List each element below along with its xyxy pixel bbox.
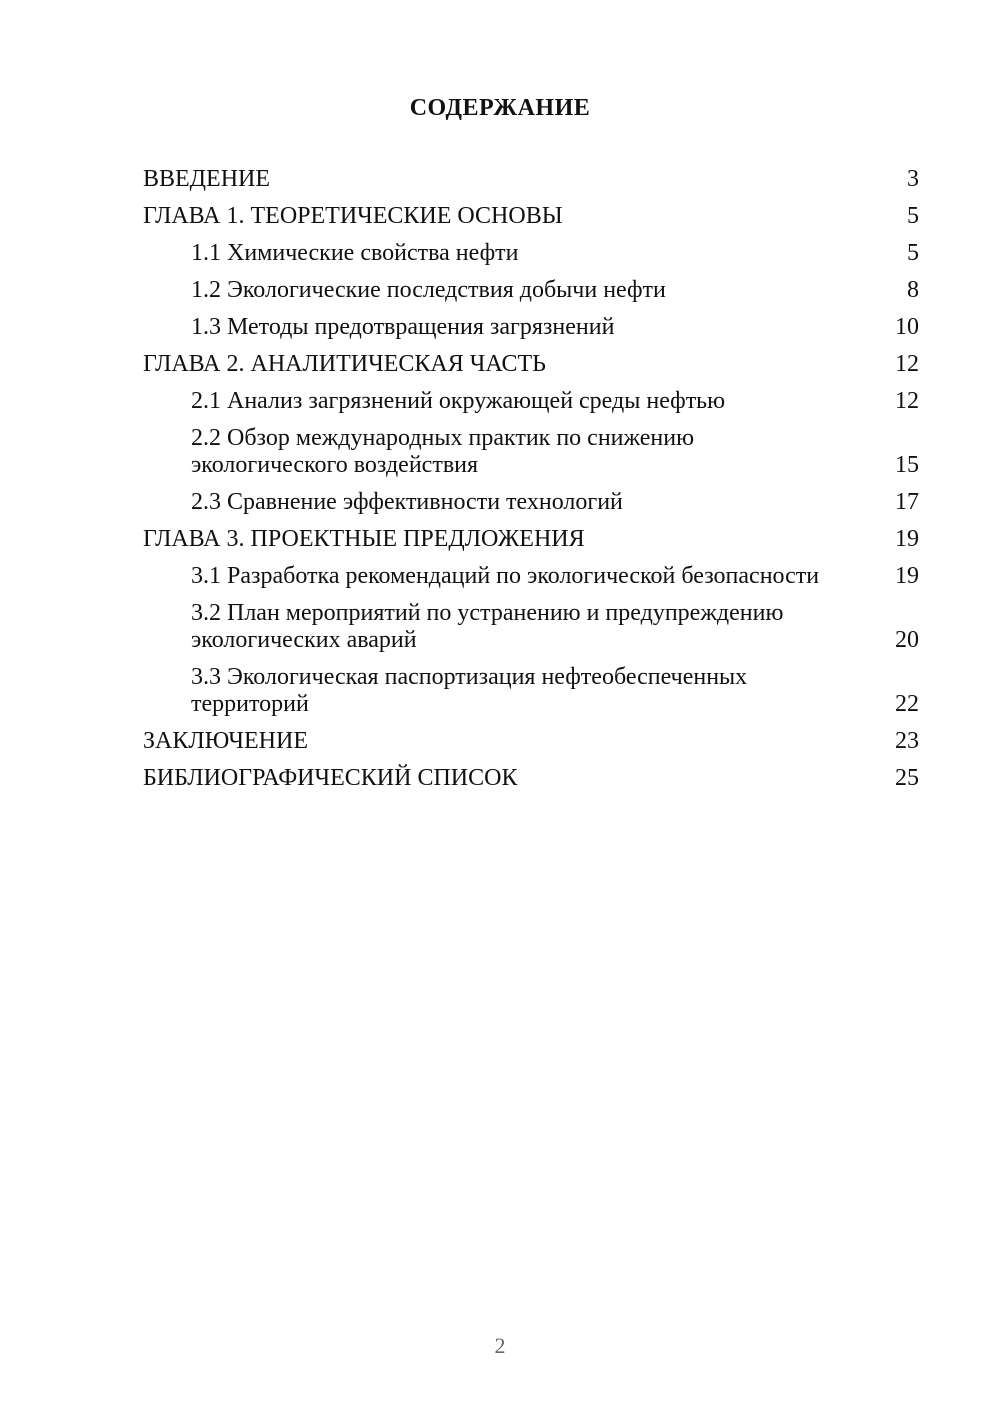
toc-entry-text: 3.1 Разработка рекомендаций по экологической безопасности <box>191 563 820 589</box>
toc-entry-section-3-1[interactable] <box>143 563 919 590</box>
toc-entry-section-1-3[interactable] <box>143 314 919 341</box>
toc-entry-text: 2.1 Анализ загрязнений окружающей среды нефтью <box>191 388 726 414</box>
toc-entry-page: 20 <box>895 627 919 653</box>
toc-entry-page: 10 <box>895 314 919 340</box>
toc-entry-text: 1.2 Экологические последствия добычи нефти <box>191 277 666 303</box>
toc-entry-text: 1.1 Химические свойства нефти <box>191 240 519 266</box>
toc-entry-page: 15 <box>895 452 919 478</box>
toc-entry-introduction[interactable] <box>143 166 919 193</box>
toc-entry-page: 17 <box>895 489 919 515</box>
toc-entry-text: 3.2 План мероприятий по устранению и предупреждению экологических аварий <box>191 600 784 653</box>
toc-entry-text: ГЛАВА 2. АНАЛИТИЧЕСКАЯ ЧАСТЬ <box>143 351 546 377</box>
toc-entry-section-3-2[interactable] <box>143 600 919 654</box>
toc-entry-page: 3 <box>907 166 919 192</box>
toc-entry-chapter-2[interactable] <box>143 351 919 378</box>
toc-entry-page: 5 <box>907 240 919 266</box>
toc-entry-page: 23 <box>895 728 919 754</box>
toc-entry-text: БИБЛИОГРАФИЧЕСКИЙ СПИСОК <box>143 765 518 791</box>
toc-entry-section-3-3[interactable] <box>143 664 919 718</box>
toc-entry-page: 8 <box>907 277 919 303</box>
toc-entry-page: 12 <box>895 388 919 414</box>
toc-entry-section-1-2[interactable] <box>143 277 919 304</box>
toc-entry-text: 2.3 Сравнение эффективности технологий <box>191 489 623 515</box>
toc-entry-section-2-3[interactable] <box>143 489 919 516</box>
toc-entry-text: ГЛАВА 1. ТЕОРЕТИЧЕСКИЕ ОСНОВЫ <box>143 203 563 229</box>
toc-title: СОДЕРЖАНИЕ <box>409 95 591 121</box>
toc-entry-chapter-1[interactable] <box>143 203 919 230</box>
toc-list <box>143 166 919 802</box>
toc-entry-chapter-3[interactable] <box>143 526 919 553</box>
toc-entry-page: 19 <box>895 526 919 552</box>
toc-entry-page: 25 <box>895 765 919 791</box>
toc-entry-section-1-1[interactable] <box>143 240 919 267</box>
toc-entry-text: 2.2 Обзор международных практик по снижению экологического воздействия <box>191 425 695 478</box>
toc-entry-page: 12 <box>895 351 919 377</box>
toc-entry-bibliography[interactable] <box>143 765 919 792</box>
toc-entry-page: 22 <box>895 691 919 717</box>
toc-entry-page: 19 <box>895 563 919 589</box>
toc-entry-text: 3.3 Экологическая паспортизация нефтеобеспеченных территорий <box>191 664 748 717</box>
toc-entry-conclusion[interactable] <box>143 728 919 755</box>
toc-entry-page: 5 <box>907 203 919 229</box>
toc-entry-text: 1.3 Методы предотвращения загрязнений <box>191 314 615 340</box>
toc-entry-section-2-2[interactable] <box>143 425 919 479</box>
toc-entry-section-2-1[interactable] <box>143 388 919 415</box>
toc-entry-text: ВВЕДЕНИЕ <box>143 166 271 192</box>
toc-entry-text: ЗАКЛЮЧЕНИЕ <box>143 728 308 754</box>
page-number: 2 <box>494 1333 506 1358</box>
toc-entry-text: ГЛАВА 3. ПРОЕКТНЫЕ ПРЕДЛОЖЕНИЯ <box>143 526 585 552</box>
